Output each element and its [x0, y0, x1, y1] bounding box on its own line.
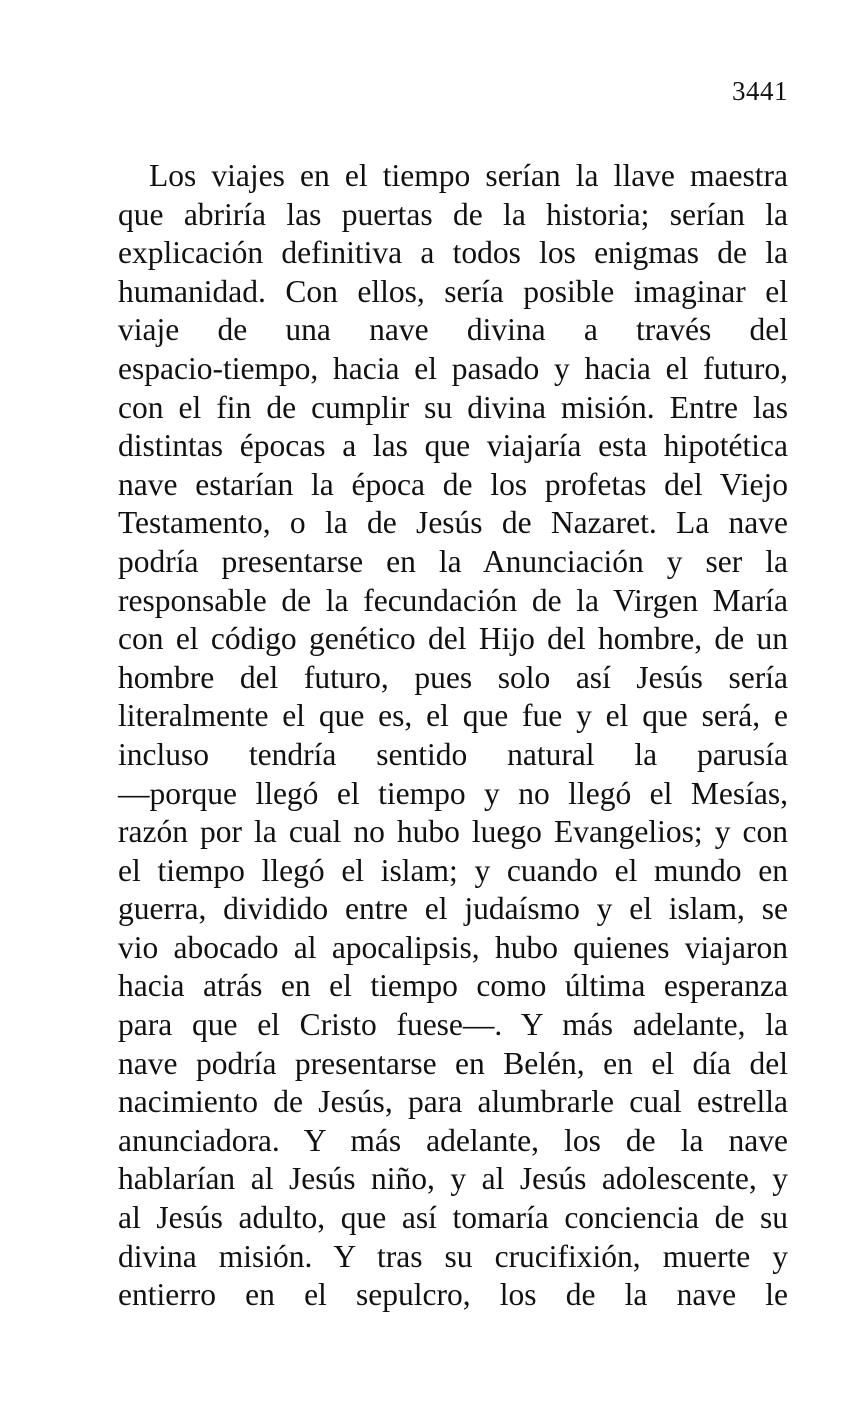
text-line: que abriría las puertas de la historia; serían la [118, 196, 788, 232]
text-line: hacia atrás en el tiempo como última esperanza [118, 968, 788, 1004]
text-line: entierro en el sepulcro, los de la nave le [118, 1277, 788, 1313]
text-line: literalmente el que es, el que fue y el que será, e [118, 698, 788, 734]
page-number: 3441 [732, 76, 788, 106]
text-line: hombre del futuro, pues solo así Jesús sería [118, 659, 788, 695]
text-line: incluso tendría sentido natural la parusía [118, 736, 788, 772]
text-line: con el código genético del Hijo del hombre, de un [118, 621, 788, 657]
text-line: viaje de una nave divina a través del [118, 312, 788, 348]
text-line: humanidad. Con ellos, sería posible imaginar el [118, 273, 788, 309]
text-line: responsable de la fecundación de la Virgen María [118, 582, 788, 618]
text-line: espacio-tiempo, hacia el pasado y hacia el futuro, [118, 350, 788, 386]
text-line: explicación definitiva a todos los enigmas de la [118, 235, 788, 271]
text-line: Los viajes en el tiempo serían la llave maestra [149, 158, 788, 193]
text-line: guerra, dividido entre el judaísmo y el islam, se [118, 891, 788, 927]
body-paragraph [118, 157, 788, 1315]
text-line: razón por la cual no hubo luego Evangelios; y con [118, 814, 788, 850]
text-line: divina misión. Y tras su crucifixión, muerte y [118, 1238, 788, 1274]
text-line: el tiempo llegó el islam; y cuando el mundo en [118, 852, 788, 888]
text-line: Testamento, o la de Jesús de Nazaret. La nave [118, 505, 788, 541]
text-line: hablarían al Jesús niño, y al Jesús adolescente, y [118, 1161, 788, 1197]
text-line: nave estarían la época de los profetas del Viejo [118, 466, 788, 502]
text-line: podría presentarse en la Anunciación y ser la [118, 543, 788, 579]
text-line: al Jesús adulto, que así tomaría conciencia de su [118, 1200, 788, 1236]
text-line: distintas épocas a las que viajaría esta hipotética [118, 428, 788, 464]
text-line: anunciadora. Y más adelante, los de la nave [118, 1122, 788, 1158]
text-line: vio abocado al apocalipsis, hubo quienes viajaron [118, 929, 788, 965]
text-line: con el fin de cumplir su divina misión. Entre las [118, 389, 788, 425]
text-line: nave podría presentarse en Belén, en el día del [118, 1045, 788, 1081]
text-line: nacimiento de Jesús, para alumbrarle cual estrella [118, 1084, 788, 1120]
text-line: para que el Cristo fuese—. Y más adelante, la [118, 1007, 788, 1043]
text-line: —porque llegó el tiempo y no llegó el Mesías, [118, 775, 788, 811]
